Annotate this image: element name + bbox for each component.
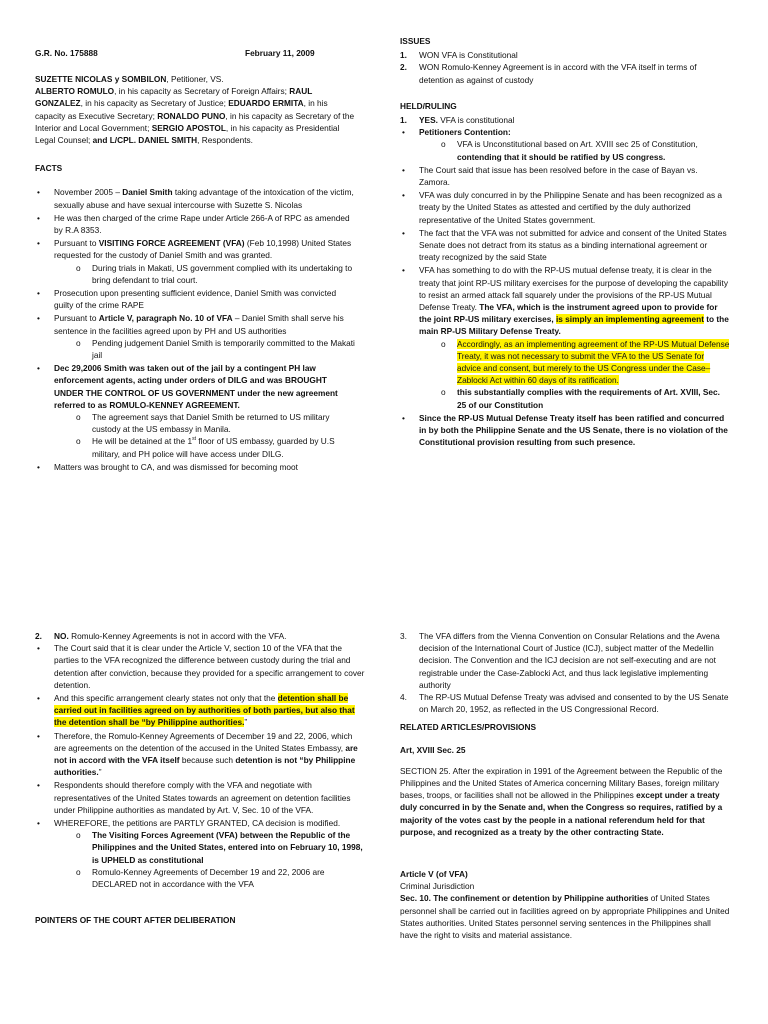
list-item: • Petitioners Contention: o VFA is Unconstitutional based on Art. XVIII sec 25 of Constitution, contending that it should be ratified by US congress. <box>400 126 730 163</box>
criminal-jurisdiction-label: Criminal Jurisdiction <box>400 881 475 892</box>
sub-list-item: o this substantially complies with the requirements of Art. XVIII, Sec. 25 of our Constitution <box>441 387 720 410</box>
facts-heading: FACTS <box>35 163 63 174</box>
held-heading: HELD/RULING <box>400 100 457 111</box>
list-item: 4. The RP-US Mutual Defense Treaty was advised and consented to by the US Senate on March 20, 1952, as reflected in the US Congressional Record. <box>400 692 729 715</box>
list-item: • The Court said that it is clear under the Article V, section 10 of the VFA that the parties to the VFA recognized the difference between custody during the trial and detention after conviction, because they provided for a specific arrangement to cover detention. <box>37 643 365 690</box>
case-number: G.R. No. 175888 <box>35 48 98 58</box>
ruling2-list <box>35 630 365 642</box>
points-list <box>400 630 730 715</box>
highlighted-text: detention shall be carried out in facilities agreed on by authorities of both parties, but also that the detention shall be “by Philippine authorities. <box>54 693 355 728</box>
list-item: • Respondents should therefore comply with the VFA and negotiate with representatives of the United States towards an agreement on detention facilities under Philippine authorities as mandated by Art. V, Sec. 10 of the VFA. <box>37 780 351 815</box>
sub-list-item: o Romulo-Kenney Agreements of December 19 and 22, 2006 are DECLARED not in accordance with the VFA <box>76 866 325 890</box>
list-item: • Dec 29,2006 Smith was taken out of the jail by a contingent PH law enforcement agents, acting under orders of DILG and was BROUGHT UNDER THE CONTROL OF US GOVERNMENT under the new agreement referred to as ROMULO-KENNEY AGREEMENT. o The agreement says that Daniel Smith be returned to US military custody at the US embassy in Manila. o He will be detained at the 1st floor of US embassy, guarded by U.S military, and PH police will have access under DILG. <box>35 362 357 460</box>
list-item: • Since the RP-US Mutual Defense Treaty itself has been ratified and concurred in by both the Philippine Senate and the US Senate, there is no violation of the Constitutional provision resulting from such presence. <box>402 412 728 448</box>
article-xviii-heading: Art, XVIII Sec. 25 <box>400 744 466 755</box>
highlighted-text: Accordingly, as an implementing agreement of the RP-US Mutual Defense Treaty, it was not necessary to submit the VFA to the US Senate for advice and consent, but merely to the US Congress under the Case–Zablocki Act within 60 days of its ratification. <box>457 338 730 386</box>
list-item: 3. The VFA differs from the Vienna Convention on Consular Relations and the Avena decision of the International Court of Justice (ICJ), subject matter of the Medellin decision. The Convention and the ICJ decision are not self-executing and are not registrable under the Case-Zablocki Act, and thus lack legislative implementing authority <box>400 631 720 690</box>
sub-list-item: o The agreement says that Daniel Smith be returned to US military custody at the US embassy in Manila. <box>76 412 330 435</box>
article-v-heading: Article V (of VFA) <box>400 869 468 880</box>
issues-list <box>400 49 730 86</box>
sub-list-item: o VFA is Unconstitutional based on Art. XVIII sec 25 of Constitution, contending that it should be ratified by US congress. <box>441 139 698 162</box>
petitioner-name: SUZETTE NICOLAS y SOMBILON <box>35 74 167 84</box>
section-25-text: SECTION 25. After the expiration in 1991 of the Agreement between the Republic of the Philippines and the United States of America concerning Military Bases, foreign military bases, troops, or facilities shall not be allowed in the Philippines except under a treaty duly concurred in by the Senate and, when the Congress so requires, ratified by a majority of the votes cast by the people in a national referendum held for that purpose, and recognized as a treaty by the other contracting State. <box>400 765 723 837</box>
list-item: • WHEREFORE, the petitions are PARTLY GRANTED, CA decision is modified. o The Visiting Forces Agreement (VFA) between the Republic of the Philippines and the United States, entered into on February 10, 1998, is UPHELD as constitutional o Romulo-Kenney Agreements of December 19 and 22, 2006 are DECLARED not in accordance with the VFA <box>35 817 365 890</box>
left-column-page-2 <box>35 630 365 934</box>
sub-list-item: o During trials in Makati, US government complied with its undertaking to bring defendant to trial court. <box>76 262 353 285</box>
list-item: • The fact that the VFA was not submitted for advice and consent of the United States Senate does not detract from its status as a binding international agreement or treaty recognized by the said State <box>402 227 727 263</box>
left-column-page-1 <box>35 47 357 474</box>
list-item: 1. WON VFA is Constitutional <box>400 50 518 61</box>
right-column-page-1 <box>400 35 730 450</box>
section-10-text: Sec. 10. The confinement or detention by Philippine authorities of United States personnel shall be carried out in facilities agreed on by appropriate Philippines and United States authorities. United States personnel serving sentences in the Philippines shall have the right to visits and material assistance. <box>400 893 730 941</box>
list-item: • The Court said that issue has been resolved before in the case of Bayan vs. Zamora. <box>402 164 698 188</box>
page-gap <box>0 590 768 608</box>
facts-list <box>35 186 357 473</box>
list-item: 2. WON Romulo-Kenney Agreement is in accord with the VFA itself in terms of detention as against of custody <box>400 62 697 85</box>
held-list <box>400 114 730 126</box>
pointers-heading: POINTERS OF THE COURT AFTER DELIBERATION <box>35 915 236 926</box>
list-item: • VFA has something to do with the RP-US mutual defense treaty, it is clear in the treaty that joint RP-US military exercises for the purpose of developing the capability to resist an armed attack fall squarely under the provisions of the RP-US Mutual Defense Treaty. The VFA, which is the instrument agreed upon to provide for the joint RP-US military exercises, is simply an implementing agreement to the main RP-US Military Defense Treaty. o Accordingly, as an implementing agreement of the RP-US Mutual Defense Treaty, it was not necessary to submit the VFA to the US Senate for advice and consent, but merely to the US Congress under the Case–Zablocki Act within 60 days of its ratification. o this substantially complies with the requirements of Art. XVIII, Sec. 25 of our Constitution <box>402 265 730 410</box>
list-item: • And this specific arrangement clearly states not only that the detention shall be carried out in facilities agreed on by authorities of both parties, but also that the detention shall be “by Philippine authorities.” <box>37 693 355 728</box>
sub-list-item: o The Visiting Forces Agreement (VFA) between the Republic of the Philippines and the United States, entered into on February 10, 1998, is UPHELD as constitutional <box>76 830 363 865</box>
list-item: • November 2005 – Daniel Smith taking advantage of the intoxication of the victim, sexually abuse and have sexual intercourse with Suzette S. Nicolas <box>37 187 354 210</box>
list-item: • Matters was brought to CA, and was dismissed for becoming moot <box>37 461 298 472</box>
case-date: February 11, 2009 <box>245 48 315 58</box>
page-2 <box>0 608 768 1024</box>
list-item: • Therefore, the Romulo-Kenney Agreements of December 19 and 22, 2006, which are agreements on the detention of the accused in the United States Embassy, are not in accord with the VFA itself because such detention is not “by Philippine authorities.” <box>37 730 358 778</box>
sub-list-item: o Accordingly, as an implementing agreement of the RP-US Mutual Defense Treaty, it was not necessary to submit the VFA to the US Senate for advice and consent, but merely to the US Congress under the Case–Zablocki Act within 60 days of its ratification. <box>441 338 730 386</box>
list-item: 1. YES. VFA is constitutional <box>400 115 515 126</box>
ruling2-bullets <box>35 642 365 890</box>
parties-paragraph: SUZETTE NICOLAS y SOMBILON, Petitioner, VS. ALBERTO ROMULO, in his capacity as Secretary of Foreign Affairs; RAUL GONZALEZ, in his capacity as Secretary of Justice; EDUARDO ERMITA, in his capacity as Executive Secretary; RONALDO PUNO, in his capacity as Secretary of the Interior and Local Government; SERGIO APOSTOL, in his capacity as Presidential Legal Counsel; and L/CPL. DANIEL SMITH, Respondents. <box>35 74 355 146</box>
related-heading: RELATED ARTICLES/PROVISIONS <box>400 722 536 733</box>
issues-heading: ISSUES <box>400 36 431 46</box>
list-item: • He was then charged of the crime Rape under Article 266-A of RPC as amended by R.A 8353. <box>37 212 350 236</box>
list-item: • Pursuant to Article V, paragraph No. 10 of VFA – Daniel Smith shall serve his sentence in the facilities agreed upon by PH and US authorities o Pending judgement Daniel Smith is temporarily committed to the Makati jail <box>35 312 357 361</box>
right-column-page-2 <box>400 630 730 941</box>
held-bullets <box>400 126 730 448</box>
case-header <box>35 47 357 59</box>
list-item: • Pursuant to VISITING FORCE AGREEMENT (VFA) (Feb 10,1998) United States requested for the custody of Daniel Smith and was granted. o During trials in Makati, US government complied with its undertaking to bring defendant to trial court. <box>35 237 357 286</box>
sub-list-item: o He will be detained at the 1st floor of US embassy, guarded by U.S military, and PH police will have access under DILG. <box>76 436 335 459</box>
list-item: 2. NO. Romulo-Kenney Agreements is not in accord with the VFA. <box>35 631 287 641</box>
list-item: • Prosecution upon presenting sufficient evidence, Daniel Smith was convicted guilty of the crime RAPE <box>37 288 337 311</box>
list-item: • VFA was duly concurred in by the Philippine Senate and has been recognized as a treaty by the United States as attested and certified by the duly authorized representative of the United States government. <box>402 190 723 225</box>
sub-list-item: o Pending judgement Daniel Smith is temporarily committed to the Makati jail <box>76 337 355 361</box>
